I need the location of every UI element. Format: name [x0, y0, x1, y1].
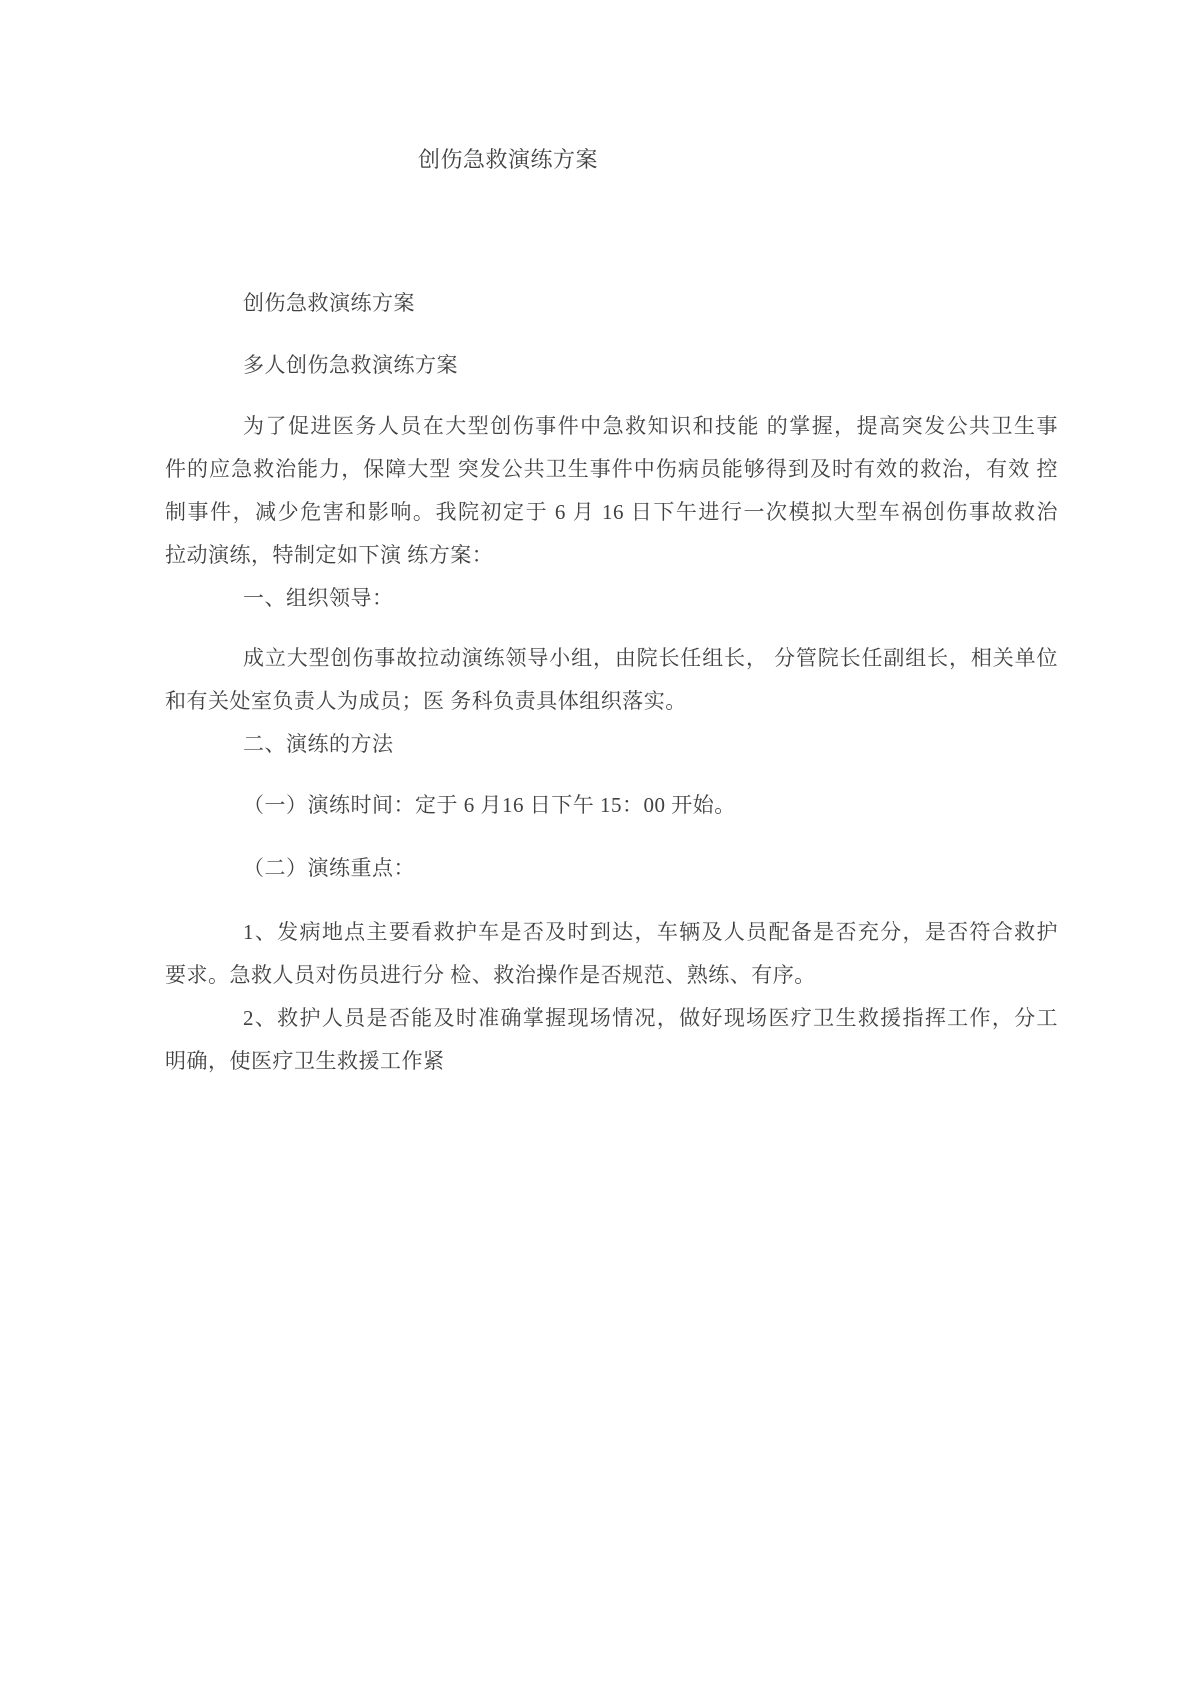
section-1-paragraph-line-1: 成立大型创伤事故拉动演练领导小组，由院长任组长， 分管院长任副组长，相关单位 — [243, 646, 1058, 670]
drill-focus-heading: （二）演练重点： — [243, 856, 415, 880]
subtitle-line-2: 多人创伤急救演练方案 — [243, 353, 458, 377]
focus-item-2-line-2: 明确，使医疗卫生救援工作紧 — [165, 1049, 445, 1073]
document-title: 创伤急救演练方案 — [418, 147, 599, 172]
intro-paragraph-line-1: 为了促进医务人员在大型创伤事件中急救知识和技能 的掌握，提高突发公共卫生事 — [243, 414, 1058, 438]
focus-item-1-line-2: 要求。急救人员对伤员进行分 检、救治操作是否规范、熟练、有序。 — [165, 963, 816, 987]
drill-time-line: （一）演练时间：定于 6 月16 日下午 15：00 开始。 — [243, 793, 736, 817]
focus-item-2-line-1: 2、救护人员是否能及时准确掌握现场情况，做好现场医疗卫生救援指挥工作，分工 — [243, 1006, 1058, 1030]
subtitle-line: 创伤急救演练方案 — [243, 291, 415, 315]
focus-item-1-line-1: 1、发病地点主要看救护车是否及时到达，车辆及人员配备是否充分，是否符合救护 — [243, 920, 1058, 944]
section-1-heading: 一、组织领导： — [243, 586, 394, 610]
intro-paragraph-line-2: 件的应急救治能力，保障大型 突发公共卫生事件中伤病员能够得到及时有效的救治，有效 控 — [165, 457, 1058, 481]
section-2-heading: 二、演练的方法 — [243, 732, 394, 756]
intro-paragraph-line-4: 拉动演练，特制定如下演 练方案： — [165, 543, 494, 567]
document-content — [165, 138, 1058, 1083]
section-1-paragraph-line-2: 和有关处室负责人为成员；医 务科负责具体组织落实。 — [165, 689, 687, 713]
intro-paragraph-line-3: 制事件，减少危害和影响。我院初定于 6 月 16 日下午进行一次模拟大型车祸创伤事故救治 — [165, 500, 1058, 524]
